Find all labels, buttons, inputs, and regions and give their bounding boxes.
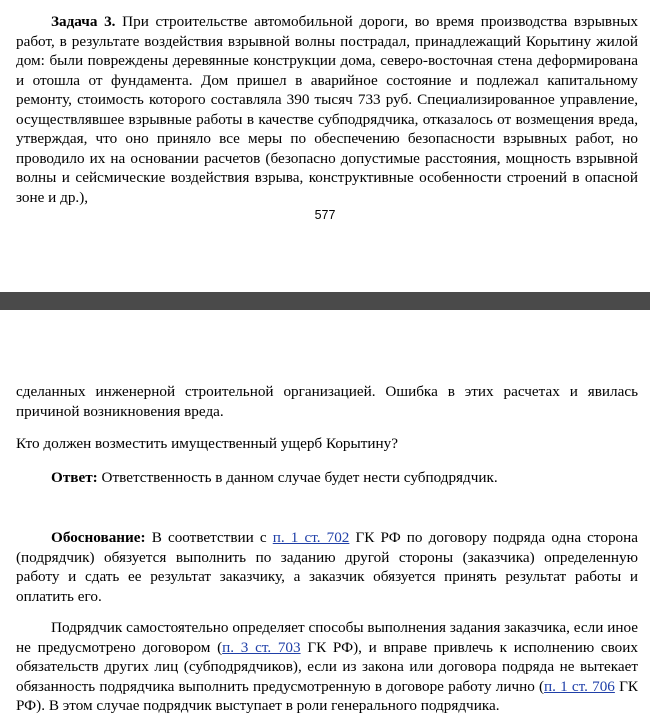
justification-p2-before: Подрядчик самостоятельно определяет способы выполнения задания заказчика, если иное не предусмотрено договором ( — [16, 619, 638, 656]
justification-p2-after: ГК РФ). В этом случае подрядчик выступает в роли генерального подрядчика. — [16, 677, 638, 714]
task-text: При строительстве автомобильной дороги, во время производства взрывных работ, в результате воздействия взрывной волны пострадал, принадлежащий Корытину жилой дом: были повреждены деревянные конструкции дома, северо-восточная стена деформирована и отошла от фундамента. Дом пришел в аварийное состояние и подлежал капитальному ремонту, стоимость которого составляла 390 тысяч 733 руб. Специализированное управление, осуществлявшее взрывные работы в качестве субподрядчика, отказалось от возмещения вреда, утверждая, что оно приняло все меры по обеспечению безопасности взрывных работ, но проводило их на основании расчетов (безопасно допустимые расстояния, мощность взрывной волны и сейсмические воздействия взрыва, конструктивные особенности строений в опасной зоне и др.), — [16, 13, 638, 206]
page-break-divider — [0, 292, 650, 310]
task-continuation: сделанных инженерной строительной организацией. Ошибка в этих расчетах и явилась причиной возникновения вреда. — [16, 383, 638, 420]
justification-p1-before: В соответствии с — [151, 529, 267, 546]
law-link-p1-art706[interactable]: п. 1 ст. 706 — [544, 677, 615, 695]
document-page-upper — [0, 0, 650, 292]
task-paragraph — [16, 12, 638, 207]
answer-label: Ответ: — [51, 469, 98, 486]
answer-paragraph — [16, 468, 638, 488]
law-link-p3-art703[interactable]: п. 3 ст. 703 — [222, 638, 301, 656]
document-page-lower — [0, 310, 650, 724]
justification-p1-after: ГК РФ по договору подряда одна сторона (подрядчик) обязуется выполнить по заданию другой стороны (заказчика) определенную работу и сдать ее результат заказчику, а заказчик обязуется принять результат работы и оплатить его. — [16, 529, 639, 605]
law-link-p1-art702[interactable]: п. 1 ст. 702 — [272, 529, 350, 546]
task-question: Кто должен возместить имущественный ущерб Корытину? — [16, 435, 398, 452]
answer-text: Ответственность в данном случае будет нести субподрядчик. — [101, 469, 498, 486]
page-number: 577 — [314, 208, 336, 222]
justification-paragraph-1 — [16, 528, 638, 606]
task-label: Задача 3. — [51, 13, 116, 30]
justification-p2-middle: ГК РФ), и вправе привлечь к исполнению своих обязательств других лиц (субподрядчиков), если из закона или договора подряда не вытекает обязанность подрядчика выполнить предусмотренную в договоре работу лично ( — [16, 638, 638, 695]
justification-paragraph-2 — [16, 618, 638, 716]
justification-label: Обоснование: — [51, 529, 146, 546]
